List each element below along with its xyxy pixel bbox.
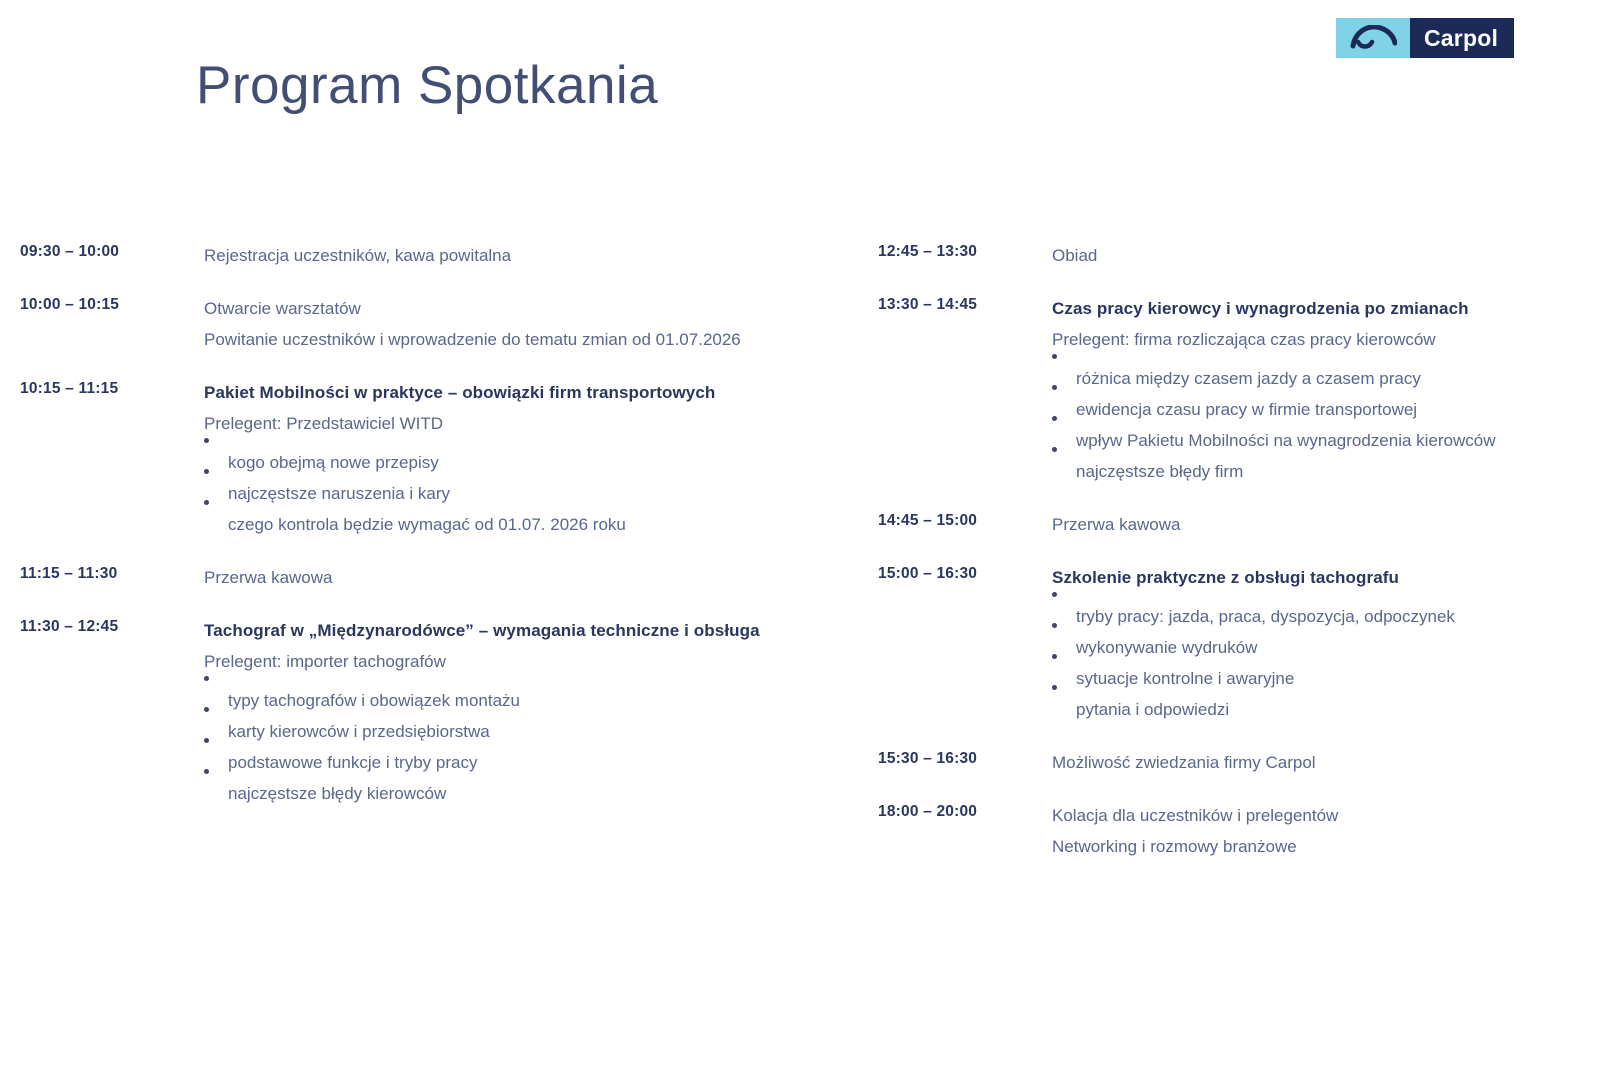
agenda-entry-heading: Czas pracy kierowcy i wynagrodzenia po zmianach: [1052, 299, 1469, 318]
agenda-bullet-list: [204, 447, 880, 540]
agenda-bullet-text: tryby pracy: jazda, praca, dyspozycja, odpoczynek: [1076, 607, 1455, 626]
agenda-entry-time: 14:45 – 15:00: [878, 512, 978, 529]
agenda-entry-text: Przerwa kawowa: [1052, 515, 1181, 534]
bullet-dot-icon: [1052, 354, 1057, 359]
bullet-dot-icon: [204, 769, 209, 774]
agenda-entry: [878, 800, 1578, 862]
agenda-entry-text: Prelegent: Przedstawiciel WITD: [204, 414, 444, 433]
agenda-bullet-item: [1076, 456, 1578, 487]
agenda-entry: [20, 377, 880, 540]
car-arc-icon: [1336, 18, 1410, 58]
agenda-entry-heading: Tachograf w „Międzynarodówce” – wymagania techniczne i obsługa: [204, 621, 760, 640]
agenda-entry-body: [204, 240, 880, 271]
bullet-dot-icon: [1052, 654, 1057, 659]
agenda-entry-time: 15:30 – 16:30: [878, 750, 978, 767]
agenda-entry: [20, 293, 880, 355]
agenda-bullet-item: [1076, 601, 1578, 632]
agenda-entry-text: Przerwa kawowa: [204, 568, 333, 587]
logo-text: Carpol: [1424, 24, 1499, 51]
agenda-bullet-text: wpływ Pakietu Mobilności na wynagrodzenia kierowców: [1076, 431, 1496, 450]
agenda-entry-time: 12:45 – 13:30: [878, 243, 978, 260]
agenda-bullet-item: [228, 747, 880, 778]
agenda-entry-time: 11:30 – 12:45: [20, 618, 119, 635]
agenda-bullet-text: różnica między czasem jazdy a czasem pracy: [1076, 369, 1421, 388]
agenda-bullet-item: [1076, 394, 1578, 425]
agenda-entry-text: Prelegent: firma rozliczająca czas pracy kierowców: [1052, 330, 1436, 349]
logo-wordmark: [1410, 18, 1514, 58]
agenda-entry-time: 10:15 – 11:15: [20, 380, 119, 397]
agenda-entry-body: [1052, 509, 1578, 540]
agenda-bullet-text: najczęstsze naruszenia i kary: [228, 484, 451, 503]
agenda-bullet-list: [1052, 601, 1578, 725]
agenda-bullet-text: najczęstsze błędy kierowców: [228, 784, 447, 803]
bullet-dot-icon: [1052, 623, 1057, 628]
agenda-bullet-text: typy tachografów i obowiązek montażu: [228, 691, 520, 710]
bullet-dot-icon: [204, 500, 209, 505]
agenda-entry-body: [204, 377, 880, 540]
agenda-bullet-item: [228, 478, 880, 509]
agenda-entry-heading: Pakiet Mobilności w praktyce – obowiązki firm transportowych: [204, 383, 716, 402]
agenda-entry: [878, 240, 1578, 271]
agenda-entry-heading: Szkolenie praktyczne z obsługi tachografu: [1052, 568, 1400, 587]
agenda-right-column: [878, 240, 1578, 884]
agenda-left-column: [20, 240, 880, 831]
agenda-entry: [20, 615, 880, 809]
agenda-entry: [20, 240, 880, 271]
agenda-entry-time: 11:15 – 11:30: [20, 565, 118, 582]
agenda-entry-text: Możliwość zwiedzania firmy Carpol: [1052, 753, 1316, 772]
agenda-bullet-text: pytania i odpowiedzi: [1076, 700, 1230, 719]
agenda-entry-time: 15:00 – 16:30: [878, 565, 978, 582]
bullet-dot-icon: [1052, 416, 1057, 421]
agenda-bullet-item: [228, 685, 880, 716]
bullet-dot-icon: [204, 676, 209, 681]
agenda-entry: [878, 562, 1578, 725]
bullet-dot-icon: [1052, 447, 1057, 452]
agenda-entry-body: [204, 562, 880, 593]
agenda-entry-body: [204, 615, 880, 809]
agenda-bullet-list: [1052, 363, 1578, 487]
bullet-dot-icon: [1052, 385, 1057, 390]
agenda-entry: [878, 747, 1578, 778]
carpol-logo: [1336, 18, 1514, 58]
bullet-dot-icon: [204, 738, 209, 743]
agenda-bullet-text: karty kierowców i przedsiębiorstwa: [228, 722, 490, 741]
agenda-entry-body: [1052, 562, 1578, 725]
agenda-bullet-text: najczęstsze błędy firm: [1076, 462, 1244, 481]
agenda-entry: [878, 293, 1578, 487]
agenda-entry-text: Rejestracja uczestników, kawa powitalna: [204, 246, 512, 265]
agenda-bullet-text: kogo obejmą nowe przepisy: [228, 453, 439, 472]
agenda-entry-body: [1052, 240, 1578, 271]
agenda-entry-time: 10:00 – 10:15: [20, 296, 120, 313]
agenda-bullet-text: podstawowe funkcje i tryby pracy: [228, 753, 478, 772]
agenda-entry-body: [1052, 747, 1578, 778]
agenda-entry-body: [1052, 800, 1578, 862]
agenda-bullet-item: [1076, 663, 1578, 694]
agenda-bullet-text: czego kontrola będzie wymagać od 01.07. 2026 roku: [228, 515, 626, 534]
agenda-entry: [20, 562, 880, 593]
agenda-bullet-item: [228, 716, 880, 747]
agenda-bullet-text: ewidencja czasu pracy w firmie transportowej: [1076, 400, 1418, 419]
agenda-entry-text: Otwarcie warsztatów: [204, 299, 361, 318]
bullet-dot-icon: [1052, 592, 1057, 597]
agenda-entry-time: 18:00 – 20:00: [878, 803, 978, 820]
agenda-entry-text: Prelegent: importer tachografów: [204, 652, 446, 671]
agenda-entry: [878, 509, 1578, 540]
agenda-bullet-list: [204, 685, 880, 809]
agenda-entry-time: 09:30 – 10:00: [20, 243, 120, 260]
agenda-bullet-item: [1076, 694, 1578, 725]
bullet-dot-icon: [204, 438, 209, 443]
agenda-bullet-item: [1076, 632, 1578, 663]
agenda-bullet-text: wykonywanie wydruków: [1076, 638, 1258, 657]
agenda-bullet-item: [228, 778, 880, 809]
agenda-bullet-item: [228, 509, 880, 540]
agenda-entry-text: Powitanie uczestników i wprowadzenie do tematu zmian od 01.07.2026: [204, 330, 741, 349]
agenda-entry-body: [1052, 293, 1578, 487]
bullet-dot-icon: [204, 469, 209, 474]
bullet-dot-icon: [204, 707, 209, 712]
agenda-bullet-item: [228, 447, 880, 478]
bullet-dot-icon: [1052, 685, 1057, 690]
agenda-entry-body: [204, 293, 880, 355]
agenda-bullet-item: [1076, 425, 1578, 456]
agenda-entry-text: Obiad: [1052, 246, 1098, 265]
agenda-entry-time: 13:30 – 14:45: [878, 296, 978, 313]
agenda-entry-text: Networking i rozmowy branżowe: [1052, 837, 1297, 856]
agenda-entry-text: Kolacja dla uczestników i prelegentów: [1052, 806, 1339, 825]
agenda-bullet-text: sytuacje kontrolne i awaryjne: [1076, 669, 1295, 688]
page-title: Program Spotkania: [196, 56, 659, 115]
agenda-bullet-item: [1076, 363, 1578, 394]
